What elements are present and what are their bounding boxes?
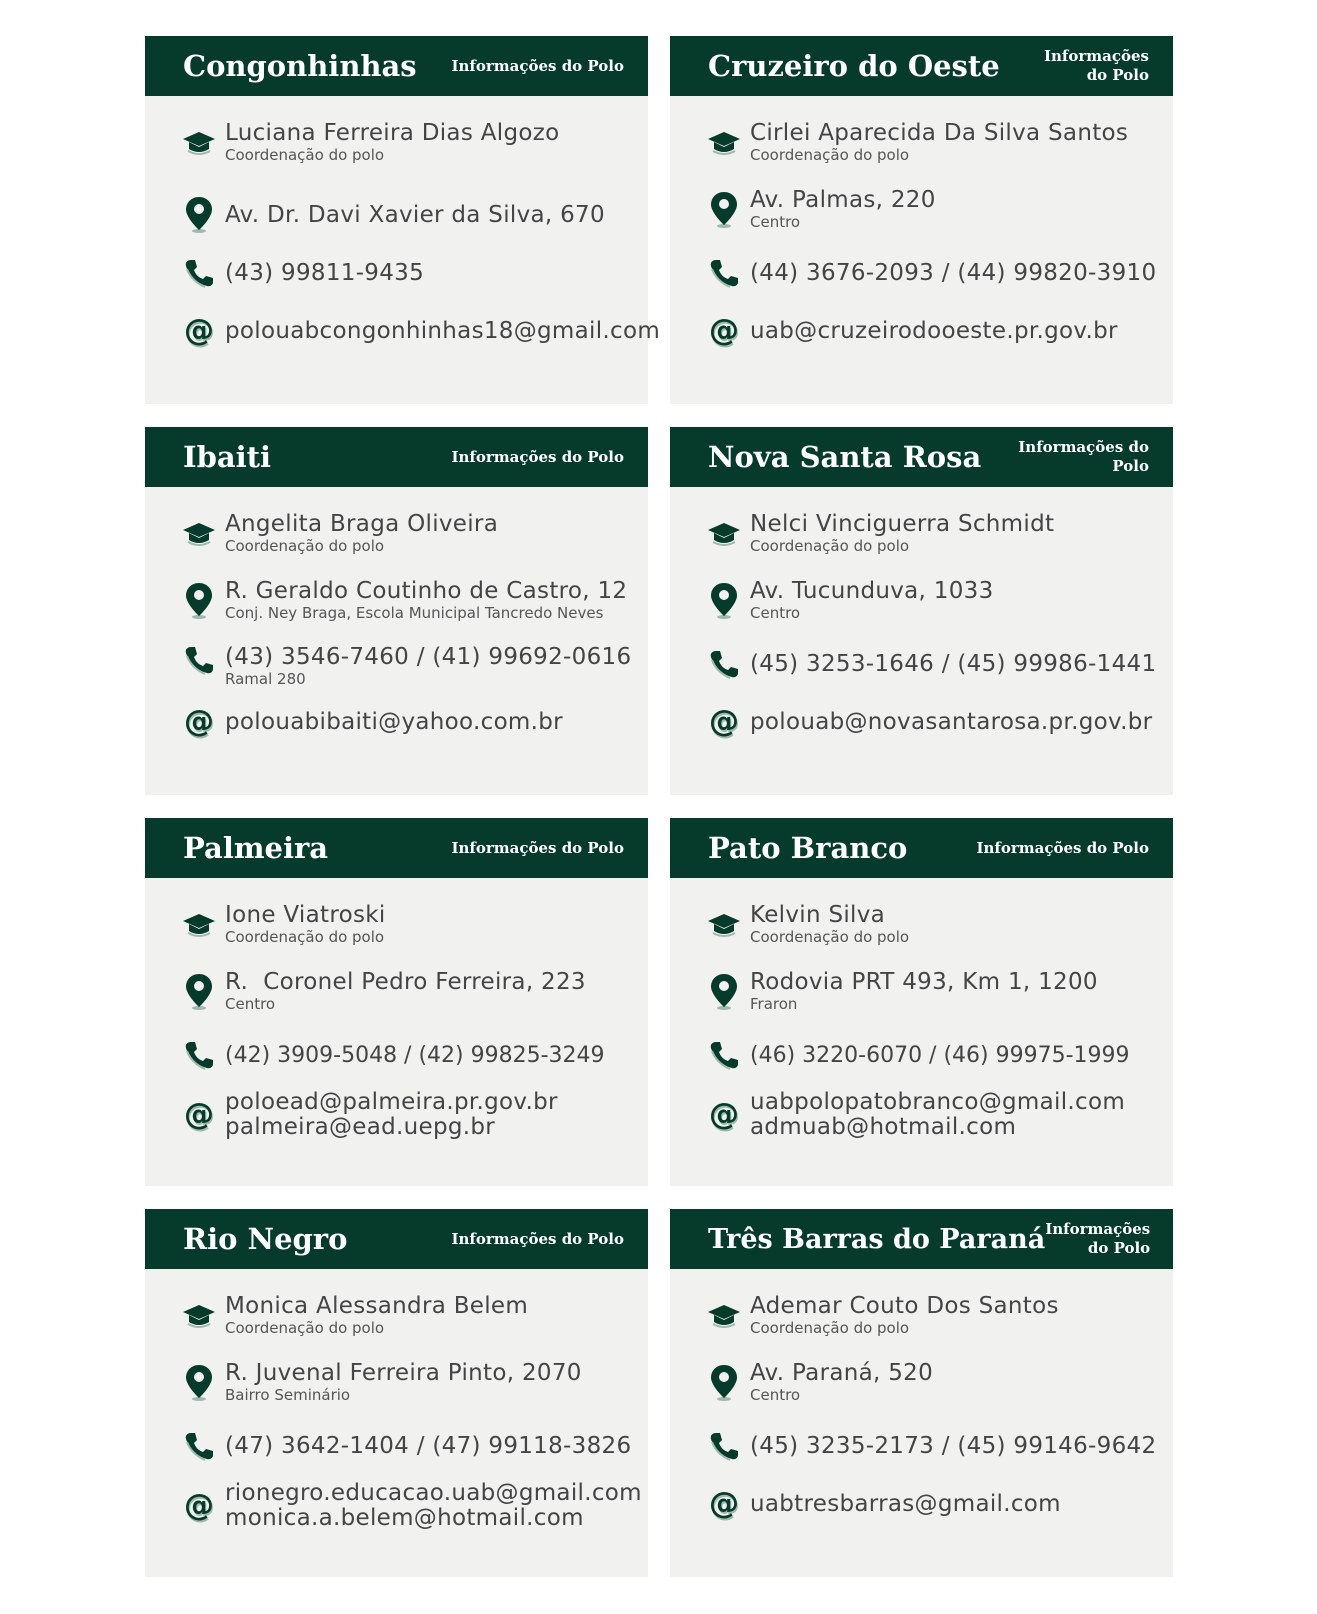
address-sub: Centro (750, 1386, 801, 1404)
graduation-cap-icon (698, 521, 750, 547)
phone-number: (47) 3642-1404 / (47) 99118-3826 (225, 1432, 632, 1459)
info-label (1045, 1220, 1150, 1258)
at-sign-icon: @ (709, 1097, 739, 1132)
phone-row (698, 1040, 1165, 1070)
phone-row (698, 258, 1165, 288)
email-row (173, 313, 661, 348)
email-address[interactable]: poloead@palmeira.pr.gov.br (225, 1089, 558, 1115)
card-header (145, 818, 648, 878)
email-address[interactable]: polouabibaiti@yahoo.com.br (225, 708, 563, 735)
address-sub: Conj. Ney Braga, Escola Municipal Tancredo Neves (225, 604, 604, 622)
card-header (145, 36, 648, 96)
phone-number: (46) 3220-6070 / (46) 99975-1999 (750, 1042, 1130, 1068)
map-pin-icon (173, 973, 225, 1011)
email-row (173, 704, 640, 739)
email-address-secondary[interactable]: monica.a.belem@hotmail.com (225, 1505, 584, 1531)
graduation-cap-icon (698, 1303, 750, 1329)
card-header (670, 818, 1173, 878)
coordinator-row (698, 1294, 1165, 1337)
polo-city: Três Barras do Paraná (708, 1223, 1046, 1255)
coordinator-label: Coordenação do polo (750, 537, 910, 555)
phone-extension: Ramal 280 (225, 670, 306, 688)
phone-icon (173, 258, 225, 288)
coordinator-name: Ione Viatroski (225, 902, 386, 928)
info-label: Informações do Polo (1018, 438, 1149, 475)
email-address[interactable]: uab@cruzeirodooeste.pr.gov.br (750, 317, 1118, 344)
email-address-secondary[interactable]: palmeira@ead.uepg.br (225, 1114, 496, 1140)
coordinator-label: Coordenação do polo (750, 146, 910, 164)
card-header (145, 1209, 648, 1269)
phone-number: (43) 3546-7460 / (41) 99692-0616 (225, 644, 632, 670)
info-label: Informações do Polo (451, 838, 624, 857)
phone-icon (173, 1040, 225, 1070)
polo-city: Rio Negro (183, 1222, 348, 1256)
polo-card (145, 1209, 648, 1577)
map-pin-icon (698, 191, 750, 229)
address-row (173, 196, 640, 234)
phone-number: (45) 3235-2173 / (45) 99146-9642 (750, 1432, 1157, 1459)
polo-city: Ibaiti (183, 440, 272, 474)
coordinator-label: Coordenação do polo (225, 928, 385, 946)
info-label: Informações do Polo (976, 838, 1149, 857)
coordinator-name: Angelita Braga Oliveira (225, 511, 499, 537)
email-address[interactable]: uabtresbarras@gmail.com (750, 1490, 1061, 1517)
coordinator-name: Luciana Ferreira Dias Algozo (225, 120, 560, 146)
coordinator-label: Coordenação do polo (225, 1319, 385, 1337)
map-pin-icon (698, 973, 750, 1011)
info-label: Informações do Polo (451, 1229, 624, 1248)
email-row (698, 1486, 1165, 1521)
map-pin-icon (698, 582, 750, 620)
phone-row (698, 1431, 1165, 1461)
card-header (670, 36, 1173, 96)
address-line: Av. Palmas, 220 (750, 187, 936, 213)
graduation-cap-icon (173, 1303, 225, 1329)
email-address[interactable]: uabpolopatobranco@gmail.com (750, 1089, 1126, 1115)
address-row (698, 970, 1165, 1013)
polo-cards-grid (145, 36, 1173, 1577)
email-row (698, 313, 1165, 348)
coordinator-row (698, 512, 1165, 555)
map-pin-icon (173, 582, 225, 620)
phone-icon (698, 1040, 750, 1070)
address-sub: Centro (750, 213, 801, 231)
phone-row (173, 258, 640, 288)
coordinator-name: Kelvin Silva (750, 902, 886, 928)
phone-number: (45) 3253-1646 / (45) 99986-1441 (750, 650, 1157, 677)
phone-icon (698, 1431, 750, 1461)
graduation-cap-icon (173, 521, 225, 547)
phone-row (698, 649, 1165, 679)
map-pin-icon (173, 196, 225, 234)
polo-card (145, 36, 661, 404)
coordinator-label: Coordenação do polo (750, 1319, 910, 1337)
address-line: Av. Dr. Davi Xavier da Silva, 670 (225, 201, 605, 228)
address-row (698, 1361, 1165, 1404)
coordinator-name: Ademar Couto Dos Santos (750, 1293, 1059, 1319)
polo-card (145, 427, 648, 795)
polo-city: Pato Branco (708, 831, 908, 865)
email-row (173, 1090, 640, 1140)
coordinator-row (173, 512, 640, 555)
address-line: Rodovia PRT 493, Km 1, 1200 (750, 969, 1098, 995)
email-address-secondary[interactable]: admuab@hotmail.com (750, 1114, 1017, 1140)
polo-city: Nova Santa Rosa (708, 440, 982, 474)
polo-card (670, 427, 1173, 795)
email-address[interactable]: rionegro.educacao.uab@gmail.com (225, 1480, 642, 1506)
card-header (670, 1209, 1173, 1269)
phone-number: (43) 99811-9435 (225, 259, 425, 286)
info-label-line1: Informações (1044, 47, 1149, 65)
address-line: Av. Paraná, 520 (750, 1360, 934, 1386)
address-row (173, 579, 640, 622)
info-label (1041, 47, 1149, 85)
address-sub: Centro (225, 995, 276, 1013)
map-pin-icon (173, 1364, 225, 1402)
coordinator-label: Coordenação do polo (225, 146, 385, 164)
coordinator-name: Nelci Vinciguerra Schmidt (750, 511, 1055, 537)
at-sign-icon: @ (709, 313, 739, 348)
map-pin-icon (698, 1364, 750, 1402)
email-row (698, 1090, 1165, 1140)
polo-city: Palmeira (183, 831, 329, 865)
at-sign-icon: @ (184, 1488, 214, 1523)
coordinator-label: Coordenação do polo (750, 928, 910, 946)
phone-icon (173, 645, 225, 675)
address-sub: Bairro Seminário (225, 1386, 351, 1404)
at-sign-icon: @ (709, 1486, 739, 1521)
at-sign-icon: @ (184, 704, 214, 739)
email-row (698, 704, 1165, 739)
address-line: Av. Tucunduva, 1033 (750, 578, 994, 604)
coordinator-row (173, 903, 640, 946)
email-row (173, 1481, 640, 1531)
address-row (173, 1361, 640, 1404)
card-header (145, 427, 648, 487)
phone-row (173, 645, 640, 688)
polo-card (670, 818, 1173, 1186)
polo-city: Cruzeiro do Oeste (708, 49, 1000, 83)
coordinator-row (698, 903, 1165, 946)
graduation-cap-icon (698, 130, 750, 156)
info-label-line2: do Polo (1086, 66, 1149, 84)
info-label-line1: Informações (1045, 1220, 1151, 1238)
address-line: R. Juvenal Ferreira Pinto, 2070 (225, 1360, 582, 1386)
at-sign-icon: @ (709, 704, 739, 739)
address-row (698, 579, 1165, 622)
phone-number: (42) 3909-5048 / (42) 99825-3249 (225, 1042, 605, 1068)
polo-card (670, 36, 1173, 404)
address-row (698, 188, 1165, 231)
phone-icon (698, 258, 750, 288)
phone-icon (698, 649, 750, 679)
coordinator-name: Cirlei Aparecida Da Silva Santos (750, 120, 1129, 146)
graduation-cap-icon (698, 912, 750, 938)
coordinator-label: Coordenação do polo (225, 537, 385, 555)
coordinator-row (698, 121, 1165, 164)
phone-icon (173, 1431, 225, 1461)
coordinator-name: Monica Alessandra Belem (225, 1293, 529, 1319)
address-sub: Fraron (750, 995, 798, 1013)
info-label: Informações do Polo (451, 447, 624, 466)
graduation-cap-icon (173, 130, 225, 156)
address-line: R. Coronel Pedro Ferreira, 223 (225, 969, 586, 995)
address-line: R. Geraldo Coutinho de Castro, 12 (225, 578, 628, 604)
polo-card (145, 818, 648, 1186)
info-label: Informações do Polo (451, 56, 624, 75)
phone-number: (44) 3676-2093 / (44) 99820-3910 (750, 259, 1157, 286)
card-header (670, 427, 1173, 487)
polo-card (670, 1209, 1173, 1577)
graduation-cap-icon (173, 912, 225, 938)
address-sub: Centro (750, 604, 801, 622)
phone-row (173, 1040, 640, 1070)
address-row (173, 970, 640, 1013)
email-address[interactable]: polouabcongonhinhas18@gmail.com (225, 317, 661, 344)
coordinator-row (173, 1294, 640, 1337)
at-sign-icon: @ (184, 1097, 214, 1132)
phone-row (173, 1431, 640, 1461)
info-label-line2: do Polo (1087, 1239, 1151, 1257)
email-address[interactable]: polouab@novasantarosa.pr.gov.br (750, 708, 1153, 735)
coordinator-row (173, 121, 640, 164)
at-sign-icon: @ (184, 313, 214, 348)
polo-city: Congonhinhas (183, 49, 417, 83)
